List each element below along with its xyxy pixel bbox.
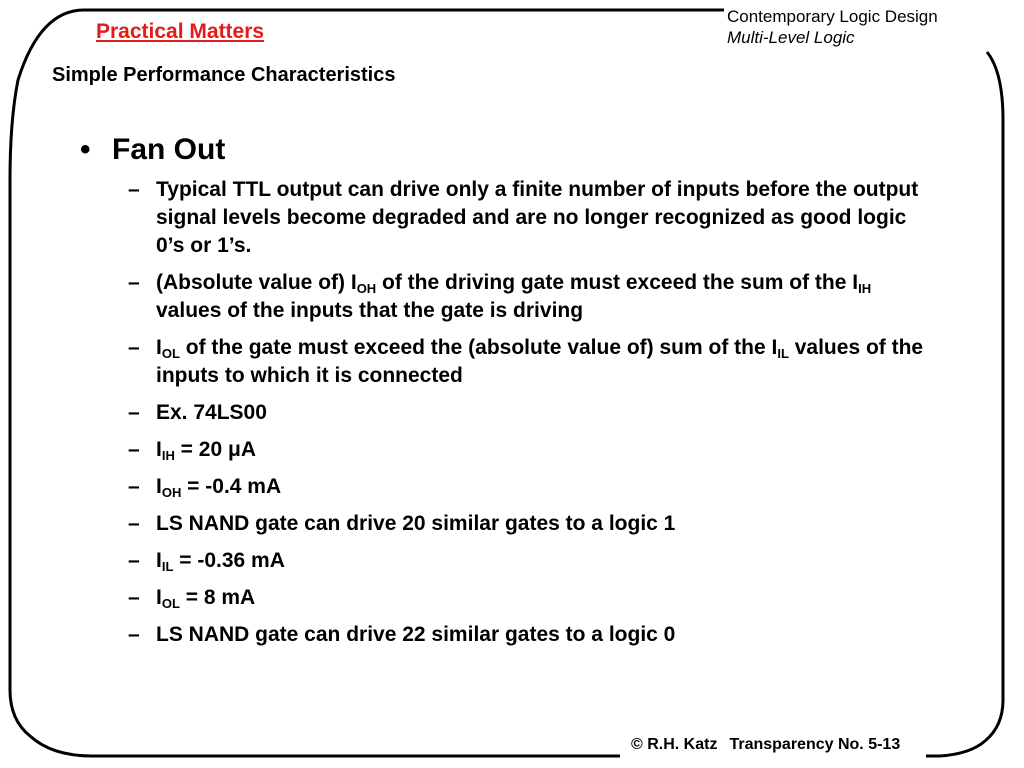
list-item-text: I: [156, 336, 162, 359]
dash-marker: –: [128, 586, 140, 609]
subscript: IL: [161, 559, 174, 574]
footer: [631, 736, 900, 754]
subscript: IL: [777, 346, 789, 361]
dash-marker: –: [128, 623, 140, 646]
list-item: [80, 176, 940, 260]
list-item-text: I: [156, 438, 162, 461]
list-item-text: = -0.4 mA: [181, 475, 282, 498]
list-item: [80, 510, 940, 538]
list-item-text: Typical TTL output can drive only a finite number of inputs before the output signal levels become degraded and are no longer recognized as good logic 0’s or 1’s.: [156, 178, 919, 257]
list-item: [80, 621, 940, 649]
subscript: IH: [858, 281, 872, 296]
chapter-name: Multi-Level Logic: [727, 28, 855, 47]
list-item-text: values of the inputs that the gate is driving: [156, 299, 584, 322]
list-item: [80, 436, 940, 464]
list-item-text: LS NAND gate can drive 20 similar gates to a logic 1: [156, 512, 676, 535]
list-item-text: Ex. 74LS00: [156, 401, 267, 424]
list-item-text: = -0.36 mA: [173, 549, 285, 572]
dash-marker: –: [128, 438, 140, 461]
list-item-text: of the driving gate must exceed the sum of the I: [376, 271, 859, 294]
transparency-number: Transparency No. 5-13: [729, 736, 901, 753]
subscript: OL: [161, 346, 180, 361]
bullet-fan-out: [80, 130, 940, 170]
list-item-text: of the gate must exceed the (absolute value of) sum of the I: [179, 336, 778, 359]
dash-marker: –: [128, 512, 140, 535]
list-item-text: values of the inputs to which it is connected: [156, 336, 924, 387]
dash-marker: –: [128, 271, 140, 294]
list-item: [80, 334, 940, 390]
slide-content: [80, 130, 940, 658]
dash-marker: –: [128, 178, 140, 201]
list-item-text: = 20 μA: [174, 438, 256, 461]
subscript: OH: [161, 485, 182, 500]
subscript: IH: [161, 448, 175, 463]
list-item: [80, 269, 940, 325]
list-item-text: (Absolute value of) I: [156, 271, 357, 294]
course-header: [727, 6, 938, 48]
dash-marker: –: [128, 336, 140, 359]
dash-marker: –: [128, 401, 140, 424]
dash-marker: –: [128, 475, 140, 498]
subscript: OL: [161, 596, 180, 611]
copyright-text: © R.H. Katz: [631, 736, 718, 753]
course-name: Contemporary Logic Design: [727, 7, 938, 26]
list-item-text: I: [156, 586, 162, 609]
list-item: [80, 584, 940, 612]
dash-marker: –: [128, 549, 140, 572]
list-item: [80, 473, 940, 501]
list-item: [80, 399, 940, 427]
list-item-text: I: [156, 475, 162, 498]
list-item: [80, 547, 940, 575]
list-item-text: I: [156, 549, 162, 572]
subscript: OH: [356, 281, 377, 296]
slide-subtitle: Simple Performance Characteristics: [52, 64, 396, 86]
slide-title: Practical Matters: [96, 20, 265, 43]
list-item-text: = 8 mA: [179, 586, 256, 609]
bullet-marker: •: [80, 133, 91, 166]
bullet-heading: Fan Out: [112, 133, 226, 166]
list-item-text: LS NAND gate can drive 22 similar gates to a logic 0: [156, 623, 676, 646]
sub-bullet-list: [80, 176, 940, 649]
